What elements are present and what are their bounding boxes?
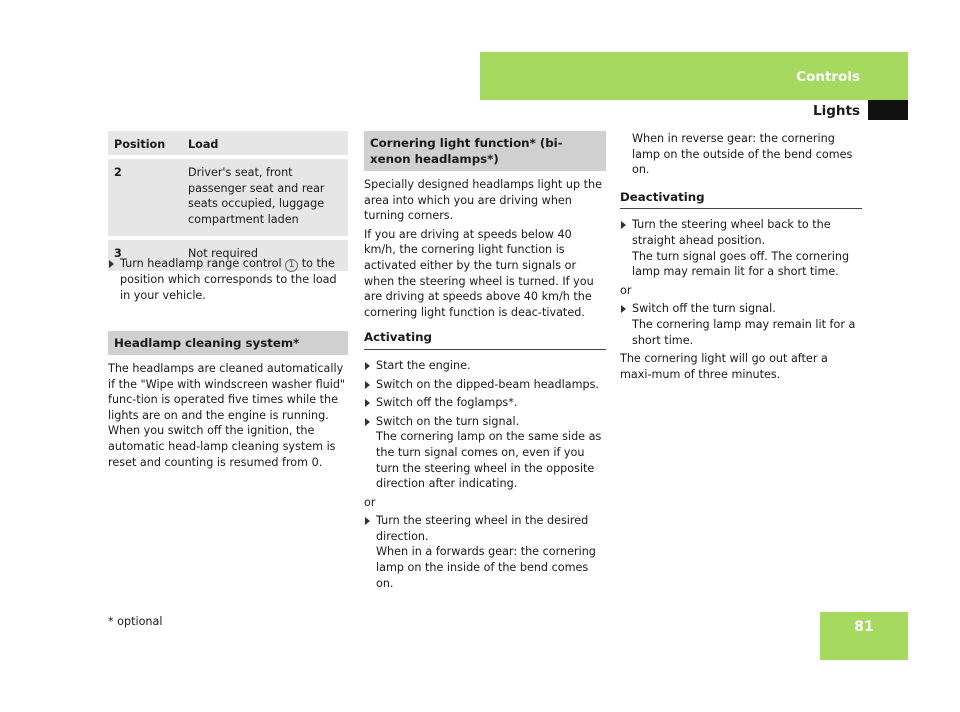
cleaning-section (108, 331, 348, 470)
page-number-tab (820, 612, 908, 660)
cornering-intro-1: Specially designed headlamps light up the area into which you are driving when turning corners. (364, 178, 602, 223)
column-3 (620, 131, 862, 382)
table-cell-load: Driver's seat, front passenger seat and rear seats occupied, luggage compartment laden (188, 166, 325, 226)
activating-step: Switch on the dipped-beam headlamps. (364, 377, 606, 393)
control-1-marker: 1 (285, 259, 298, 272)
column-header-load: Load (188, 138, 219, 151)
cornering-heading: Cornering light function* (bi-xenon headlamps*) (364, 131, 606, 171)
column-2 (364, 131, 606, 591)
or-label: or (364, 495, 376, 509)
range-control-instruction: Turn headlamp range control 1 to the position which corresponds to the load in your vehicle. (108, 256, 348, 303)
table-row (108, 157, 348, 238)
or-label: or (620, 283, 632, 297)
section-tab (480, 52, 908, 100)
chapter-marker (868, 100, 908, 120)
activating-step-note: The cornering lamp on the same side as the turn signal comes on, even if you turn the steering wheel in the opposite direction after indicating. (376, 430, 602, 491)
section-title: Controls (796, 69, 860, 85)
deactivating-step: Switch off the turn signal. (620, 301, 862, 317)
load-table (108, 131, 348, 271)
table-cell-position: 2 (114, 166, 122, 179)
column-header-position: Position (114, 138, 166, 151)
cleaning-heading: Headlamp cleaning system* (108, 331, 348, 355)
footnote: * optional (108, 615, 163, 628)
deactivating-step: Turn the steering wheel back to the straight ahead position. (620, 217, 862, 248)
table-header-row (108, 131, 348, 157)
activating-step: Switch on the turn signal. (364, 414, 606, 430)
activating-step: Start the engine. (364, 358, 606, 374)
page-number: 81 (854, 619, 874, 635)
table-cell-load: Not required (188, 247, 259, 261)
deactivating-heading: Deactivating (620, 190, 862, 210)
cleaning-text: The headlamps are cleaned automatically if the "Wipe with windscreen washer fluid" func-tion is operated five times while the lights are on and the engine is running. When you switch off the ignition, the automatic head-lamp cleaning system is reset and counting is resumed from 0. (108, 362, 346, 469)
activating-heading: Activating (364, 330, 606, 350)
deactivating-step-note: The cornering lamp may remain lit for a short time. (632, 317, 856, 347)
deactivating-step-note: The turn signal goes off. The cornering lamp may remain lit for a short time. (632, 249, 850, 279)
reverse-gear-note: When in reverse gear: the cornering lamp on the outside of the bend comes on. (632, 132, 853, 177)
cornering-intro-2: If you are driving at speeds below 40 km/h, the cornering light function is activated either by the turn signals or when the steering wheel is turned. If you are driving at speeds above 40 km/h the cornering light function is deac-tivated. (364, 227, 594, 319)
activating-step: Switch off the foglamps*. (364, 395, 606, 411)
column-1-text (108, 256, 348, 303)
table-cell-position: 3 (114, 247, 122, 261)
chapter-title: Lights (813, 103, 860, 119)
activating-alt-step: Turn the steering wheel in the desired direction. (364, 513, 606, 544)
activating-alt-note: When in a forwards gear: the cornering lamp on the inside of the bend comes on. (376, 545, 596, 590)
final-note: The cornering light will go out after a maxi-mum of three minutes. (620, 352, 828, 381)
